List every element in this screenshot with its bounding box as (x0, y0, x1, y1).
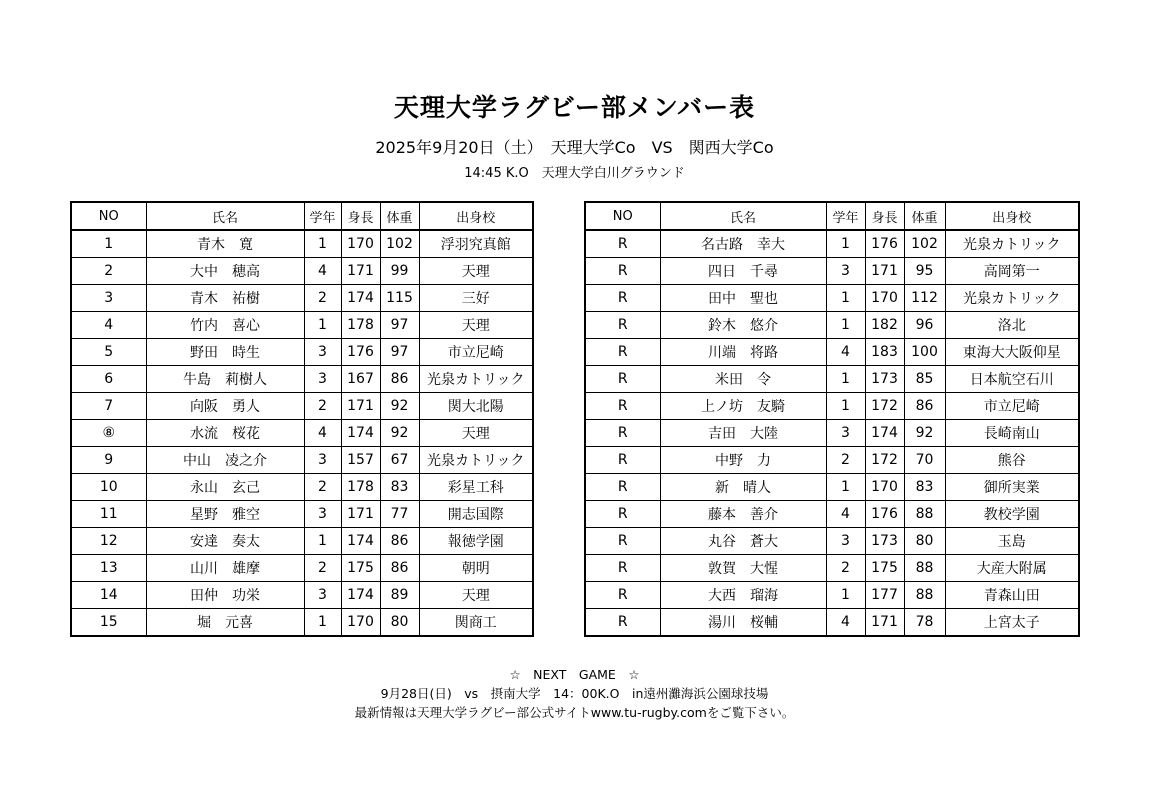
cell-weight: 97 (380, 339, 419, 366)
cell-no: R (585, 447, 660, 474)
cell-name: 名古路 幸大 (660, 230, 826, 258)
cell-name: 山川 雄摩 (146, 555, 304, 582)
cell-weight: 80 (380, 609, 419, 637)
cell-name: 田仲 功栄 (146, 582, 304, 609)
cell-weight: 99 (380, 258, 419, 285)
cell-height: 174 (341, 285, 380, 312)
cell-height: 177 (865, 582, 904, 609)
cell-school: 浮羽究真館 (419, 230, 533, 258)
cell-name: 大中 穂高 (146, 258, 304, 285)
cell-grade: 3 (826, 420, 865, 447)
cell-weight: 83 (904, 474, 945, 501)
cell-school: 日本航空石川 (945, 366, 1079, 393)
table-row (585, 582, 1079, 609)
col-header-weight: 体重 (380, 202, 419, 230)
cell-grade: 3 (304, 501, 341, 528)
cell-grade: 4 (304, 420, 341, 447)
cell-height: 171 (341, 393, 380, 420)
cell-weight: 100 (904, 339, 945, 366)
table-row (71, 366, 533, 393)
kickoff-line: 14:45 K.O 天理大学白川グラウンド (464, 166, 685, 181)
cell-no: ⑧ (71, 420, 146, 447)
cell-name: 中山 凌之介 (146, 447, 304, 474)
cell-no: R (585, 609, 660, 637)
table-row (71, 258, 533, 285)
cell-height: 170 (865, 474, 904, 501)
table-row (585, 339, 1079, 366)
cell-school: 関大北陽 (419, 393, 533, 420)
cell-height: 171 (865, 609, 904, 637)
table-row (71, 312, 533, 339)
cell-height: 176 (865, 501, 904, 528)
cell-weight: 86 (380, 555, 419, 582)
reserve-members-table (584, 201, 1080, 637)
cell-name: 永山 玄己 (146, 474, 304, 501)
cell-name: 湯川 桜輔 (660, 609, 826, 637)
table-row (71, 609, 533, 637)
cell-no: 2 (71, 258, 146, 285)
cell-name: 水流 桜花 (146, 420, 304, 447)
cell-name: 青木 寛 (146, 230, 304, 258)
cell-grade: 3 (826, 258, 865, 285)
cell-grade: 1 (826, 582, 865, 609)
table-row (71, 393, 533, 420)
cell-name: 野田 時生 (146, 339, 304, 366)
cell-grade: 1 (826, 393, 865, 420)
cell-height: 182 (865, 312, 904, 339)
col-header-school: 出身校 (945, 202, 1079, 230)
cell-school: 関商工 (419, 609, 533, 637)
cell-name: 堀 元喜 (146, 609, 304, 637)
cell-grade: 1 (826, 474, 865, 501)
cell-name: 米田 令 (660, 366, 826, 393)
cell-height: 176 (341, 339, 380, 366)
cell-height: 178 (341, 474, 380, 501)
cell-no: R (585, 285, 660, 312)
cell-name: 竹内 喜心 (146, 312, 304, 339)
cell-name: 青木 祐樹 (146, 285, 304, 312)
cell-no: R (585, 474, 660, 501)
cell-height: 175 (865, 555, 904, 582)
cell-height: 170 (341, 230, 380, 258)
table-row (585, 501, 1079, 528)
cell-name: 藤本 善介 (660, 501, 826, 528)
cell-school: 光泉カトリック (945, 230, 1079, 258)
table-row (585, 393, 1079, 420)
cell-height: 167 (341, 366, 380, 393)
cell-no: R (585, 582, 660, 609)
cell-school: 教校学園 (945, 501, 1079, 528)
cell-grade: 3 (304, 366, 341, 393)
cell-name: 新 晴人 (660, 474, 826, 501)
cell-weight: 70 (904, 447, 945, 474)
cell-no: R (585, 501, 660, 528)
cell-grade: 2 (826, 447, 865, 474)
cell-name: 敦賀 大惺 (660, 555, 826, 582)
cell-name: 吉田 大陸 (660, 420, 826, 447)
cell-school: 市立尼崎 (945, 393, 1079, 420)
cell-school: 洛北 (945, 312, 1079, 339)
cell-weight: 67 (380, 447, 419, 474)
cell-no: 6 (71, 366, 146, 393)
cell-height: 174 (865, 420, 904, 447)
table-row (585, 230, 1079, 258)
cell-weight: 92 (904, 420, 945, 447)
cell-height: 172 (865, 447, 904, 474)
cell-weight: 86 (380, 528, 419, 555)
cell-height: 176 (865, 230, 904, 258)
cell-no: 3 (71, 285, 146, 312)
cell-no: 14 (71, 582, 146, 609)
cell-weight: 78 (904, 609, 945, 637)
table-row (71, 582, 533, 609)
cell-height: 171 (865, 258, 904, 285)
cell-grade: 1 (304, 528, 341, 555)
cell-school: 天理 (419, 312, 533, 339)
cell-grade: 1 (826, 366, 865, 393)
cell-school: 三好 (419, 285, 533, 312)
cell-grade: 3 (826, 528, 865, 555)
cell-school: 青森山田 (945, 582, 1079, 609)
cell-school: 彩星工科 (419, 474, 533, 501)
table-row (71, 447, 533, 474)
website-notice: 最新情報は天理大学ラグビー部公式サイトwww.tu-rugby.comをご覧下さい。 (354, 705, 795, 720)
cell-school: 光泉カトリック (419, 447, 533, 474)
cell-height: 173 (865, 528, 904, 555)
table-row (71, 420, 533, 447)
col-header-grade: 学年 (826, 202, 865, 230)
table-row (585, 474, 1079, 501)
starting-members-table (70, 201, 534, 637)
cell-no: 5 (71, 339, 146, 366)
table-row (585, 447, 1079, 474)
cell-grade: 1 (826, 312, 865, 339)
cell-weight: 77 (380, 501, 419, 528)
cell-weight: 88 (904, 582, 945, 609)
cell-school: 光泉カトリック (945, 285, 1079, 312)
cell-no: R (585, 393, 660, 420)
cell-school: 大産大附属 (945, 555, 1079, 582)
cell-height: 174 (341, 420, 380, 447)
table-row (71, 528, 533, 555)
table-row (71, 474, 533, 501)
col-header-weight: 体重 (904, 202, 945, 230)
table-row (585, 312, 1079, 339)
cell-school: 上宮太子 (945, 609, 1079, 637)
cell-weight: 95 (904, 258, 945, 285)
col-header-grade: 学年 (304, 202, 341, 230)
cell-name: 鈴木 悠介 (660, 312, 826, 339)
cell-weight: 86 (380, 366, 419, 393)
cell-school: 開志国際 (419, 501, 533, 528)
table-row (71, 501, 533, 528)
table-header-row (585, 202, 1079, 230)
cell-name: 大西 瑠海 (660, 582, 826, 609)
cell-no: 12 (71, 528, 146, 555)
table-row (585, 420, 1079, 447)
cell-grade: 2 (304, 285, 341, 312)
cell-grade: 1 (826, 230, 865, 258)
cell-weight: 86 (904, 393, 945, 420)
cell-height: 171 (341, 258, 380, 285)
cell-grade: 2 (304, 555, 341, 582)
cell-weight: 96 (904, 312, 945, 339)
cell-grade: 1 (304, 230, 341, 258)
cell-height: 175 (341, 555, 380, 582)
cell-grade: 4 (826, 339, 865, 366)
cell-school: 玉島 (945, 528, 1079, 555)
page-title: 天理大学ラグビー部メンバー表 (393, 93, 756, 122)
table-row (585, 609, 1079, 637)
cell-grade: 2 (304, 393, 341, 420)
cell-grade: 2 (304, 474, 341, 501)
col-header-no: NO (71, 202, 146, 230)
cell-grade: 1 (304, 312, 341, 339)
cell-school: 天理 (419, 258, 533, 285)
cell-grade: 2 (826, 555, 865, 582)
cell-weight: 112 (904, 285, 945, 312)
col-header-school: 出身校 (419, 202, 533, 230)
cell-grade: 1 (304, 609, 341, 637)
cell-grade: 4 (826, 609, 865, 637)
cell-no: 11 (71, 501, 146, 528)
cell-no: R (585, 420, 660, 447)
cell-weight: 89 (380, 582, 419, 609)
cell-weight: 85 (904, 366, 945, 393)
cell-no: 13 (71, 555, 146, 582)
cell-school: 天理 (419, 420, 533, 447)
cell-weight: 88 (904, 555, 945, 582)
col-header-name: 氏名 (146, 202, 304, 230)
cell-height: 174 (341, 582, 380, 609)
cell-no: 15 (71, 609, 146, 637)
reserve-members-body (585, 230, 1079, 636)
match-line: 2025年9月20日（土） 天理大学Co VS 関西大学Co (375, 138, 774, 157)
table-row (585, 285, 1079, 312)
cell-name: 川端 将路 (660, 339, 826, 366)
cell-no: 10 (71, 474, 146, 501)
next-game-heading: ☆ NEXT GAME ☆ (509, 667, 640, 682)
table-header-row (71, 202, 533, 230)
cell-grade: 4 (304, 258, 341, 285)
cell-weight: 88 (904, 501, 945, 528)
cell-name: 星野 雅空 (146, 501, 304, 528)
cell-weight: 115 (380, 285, 419, 312)
cell-no: 9 (71, 447, 146, 474)
cell-name: 中野 力 (660, 447, 826, 474)
cell-name: 田中 聖也 (660, 285, 826, 312)
table-row (585, 258, 1079, 285)
table-row (71, 555, 533, 582)
cell-no: R (585, 339, 660, 366)
cell-height: 170 (341, 609, 380, 637)
col-header-height: 身長 (865, 202, 904, 230)
cell-school: 光泉カトリック (419, 366, 533, 393)
table-row (71, 339, 533, 366)
cell-height: 174 (341, 528, 380, 555)
cell-school: 市立尼崎 (419, 339, 533, 366)
cell-weight: 92 (380, 393, 419, 420)
cell-no: 4 (71, 312, 146, 339)
cell-weight: 83 (380, 474, 419, 501)
cell-school: 高岡第一 (945, 258, 1079, 285)
cell-weight: 102 (380, 230, 419, 258)
cell-school: 御所実業 (945, 474, 1079, 501)
cell-grade: 1 (826, 285, 865, 312)
cell-no: R (585, 258, 660, 285)
cell-weight: 97 (380, 312, 419, 339)
starting-members-body (71, 230, 533, 636)
table-row (585, 366, 1079, 393)
cell-no: 1 (71, 230, 146, 258)
col-header-height: 身長 (341, 202, 380, 230)
cell-name: 牛島 莉樹人 (146, 366, 304, 393)
table-row (585, 528, 1079, 555)
table-row (71, 230, 533, 258)
cell-no: R (585, 312, 660, 339)
cell-height: 173 (865, 366, 904, 393)
cell-school: 報徳学園 (419, 528, 533, 555)
cell-height: 183 (865, 339, 904, 366)
cell-no: R (585, 230, 660, 258)
cell-height: 172 (865, 393, 904, 420)
cell-name: 上ノ坊 友騎 (660, 393, 826, 420)
cell-no: R (585, 555, 660, 582)
cell-weight: 92 (380, 420, 419, 447)
cell-school: 朝明 (419, 555, 533, 582)
cell-weight: 102 (904, 230, 945, 258)
cell-height: 170 (865, 285, 904, 312)
cell-name: 四日 千尋 (660, 258, 826, 285)
cell-name: 向阪 勇人 (146, 393, 304, 420)
cell-height: 178 (341, 312, 380, 339)
cell-school: 東海大大阪仰星 (945, 339, 1079, 366)
col-header-name: 氏名 (660, 202, 826, 230)
cell-school: 熊谷 (945, 447, 1079, 474)
cell-school: 長崎南山 (945, 420, 1079, 447)
cell-grade: 3 (304, 447, 341, 474)
cell-height: 171 (341, 501, 380, 528)
cell-grade: 4 (826, 501, 865, 528)
table-row (71, 285, 533, 312)
cell-name: 安達 奏太 (146, 528, 304, 555)
col-header-no: NO (585, 202, 660, 230)
cell-height: 157 (341, 447, 380, 474)
cell-grade: 3 (304, 339, 341, 366)
cell-grade: 3 (304, 582, 341, 609)
cell-no: R (585, 366, 660, 393)
cell-no: 7 (71, 393, 146, 420)
cell-school: 天理 (419, 582, 533, 609)
cell-name: 丸谷 蒼大 (660, 528, 826, 555)
cell-weight: 80 (904, 528, 945, 555)
table-row (585, 555, 1079, 582)
cell-no: R (585, 528, 660, 555)
next-game-details: 9月28日(日) vs 摂南大学 14：00K.O in遠州灘海浜公園球技場 (380, 686, 769, 701)
